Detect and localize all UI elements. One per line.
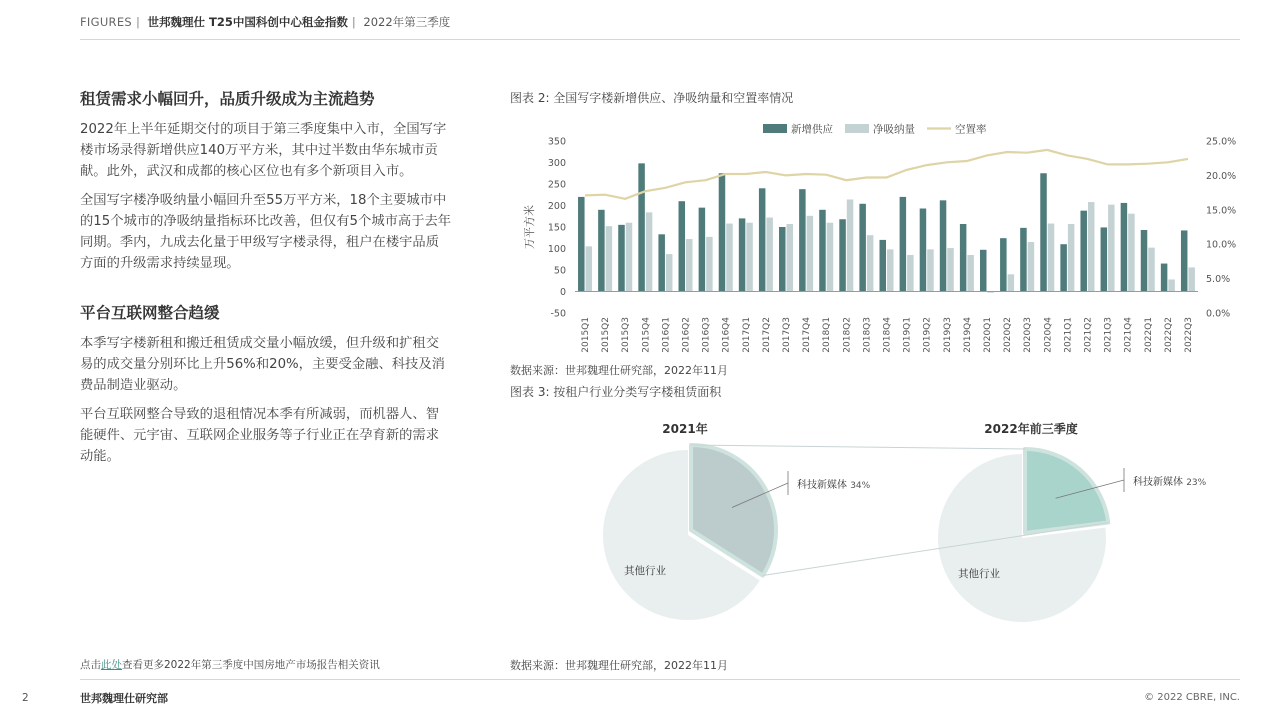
bar-supply xyxy=(819,210,826,292)
bar-absorption xyxy=(1148,248,1155,292)
legend-swatch xyxy=(845,124,869,133)
x-tick-label: 2018Q2 xyxy=(842,317,853,353)
bar-absorption xyxy=(746,223,753,292)
x-tick-label: 2020Q1 xyxy=(982,317,993,353)
pie-slice-tech xyxy=(1025,449,1108,533)
bar-absorption xyxy=(1108,205,1115,292)
x-tick-label: 2022Q2 xyxy=(1163,317,1174,353)
bar-supply xyxy=(1141,230,1148,291)
pie-label-other: 其他行业 xyxy=(624,565,666,577)
x-tick-label: 2018Q1 xyxy=(822,317,833,353)
x-tick-label: 2018Q4 xyxy=(882,317,893,353)
y-tick-label: 350 xyxy=(547,136,566,148)
header-report-title: 世邦魏理仕 T25中国科创中心租金指数 xyxy=(147,15,348,29)
x-tick-label: 2019Q1 xyxy=(902,317,913,353)
bar-absorption xyxy=(666,254,673,291)
legend-swatch xyxy=(763,124,787,133)
bar-absorption xyxy=(726,224,733,292)
bar-supply xyxy=(1000,238,1007,291)
pie-label-other: 其他行业 xyxy=(958,568,1000,580)
legend-label: 空置率 xyxy=(955,123,987,136)
bar-supply xyxy=(980,250,987,292)
bar-absorption xyxy=(1128,214,1135,292)
x-tick-label: 2020Q3 xyxy=(1023,317,1034,353)
x-tick-label: 2017Q1 xyxy=(741,317,752,353)
bar-supply xyxy=(578,197,585,292)
pie-label-tech: 科技新媒体 23% xyxy=(1133,477,1207,488)
y2-tick-label: 5.0% xyxy=(1206,274,1231,286)
footer-divider xyxy=(80,679,1240,680)
x-tick-label: 2015Q4 xyxy=(641,317,652,353)
bar-supply xyxy=(799,189,806,291)
bar-supply xyxy=(739,218,746,291)
bar-supply xyxy=(1101,227,1108,291)
y-tick-label: 50 xyxy=(553,265,566,277)
copyright: © 2022 CBRE, INC. xyxy=(1144,692,1240,703)
y2-tick-label: 25.0% xyxy=(1206,136,1237,148)
more-reports-prefix: 点击 xyxy=(80,659,101,671)
x-tick-label: 2017Q4 xyxy=(802,317,813,353)
figure2-title: 图表 2: 全国写字楼新增供应、净吸纳量和空置率情况 xyxy=(510,91,794,105)
section2-paragraph-1: 本季写字楼新租和搬迁租赁成交量小幅放缓，但升级和扩租交易的成交量分别环比上升56%和20%，主要受金融、科技及消费品制造业驱动。 xyxy=(80,336,445,393)
bar-supply xyxy=(1040,173,1047,291)
bar-absorption xyxy=(1008,274,1015,291)
x-tick-label: 2015Q3 xyxy=(621,317,632,353)
bar-absorption xyxy=(867,235,874,291)
supply-absorption-vacancy-chart xyxy=(505,115,1240,360)
bar-absorption xyxy=(686,239,693,291)
x-tick-label: 2016Q4 xyxy=(721,317,732,353)
bar-supply xyxy=(598,210,605,292)
y-tick-label: 200 xyxy=(547,201,566,212)
bar-absorption xyxy=(827,223,834,292)
x-tick-label: 2021Q4 xyxy=(1123,317,1134,353)
x-tick-label: 2016Q3 xyxy=(701,317,712,353)
y-axis-label: 万平方米 xyxy=(523,205,536,249)
section2-heading: 平台互联网整合趋缓 xyxy=(80,304,220,322)
y-tick-label: 300 xyxy=(547,158,566,169)
more-reports-note xyxy=(80,657,380,672)
bar-absorption xyxy=(1028,242,1035,291)
bar-supply xyxy=(699,208,706,292)
section1-paragraph-1: 2022年上半年延期交付的项目于第三季度集中入市，全国写字楼市场录得新增供应140万平方米，其中过半数由华东城市贡献。此外，武汉和成都的核心区位也有多个新项目入市。 xyxy=(80,122,447,179)
figure3-title: 图表 3: 按租户行业分类写字楼租赁面积 xyxy=(510,385,722,399)
bar-supply xyxy=(658,234,665,291)
x-tick-label: 2019Q4 xyxy=(962,317,973,353)
bar-supply xyxy=(1161,264,1168,292)
bar-supply xyxy=(1080,211,1087,292)
bar-supply xyxy=(779,227,786,292)
body-text-column xyxy=(80,88,452,475)
bar-absorption xyxy=(847,199,854,291)
bar-supply xyxy=(618,225,625,292)
x-tick-label: 2020Q4 xyxy=(1043,317,1054,353)
bar-absorption xyxy=(606,226,613,291)
bar-absorption xyxy=(766,218,773,292)
x-tick-label: 2017Q2 xyxy=(761,317,772,353)
bar-absorption xyxy=(947,248,954,291)
pie-title: 2022年前三季度 xyxy=(984,422,1078,436)
bar-absorption xyxy=(1168,279,1175,291)
bar-supply xyxy=(1181,230,1188,291)
pie-label-percent: 23% xyxy=(1186,478,1207,488)
x-tick-label: 2021Q2 xyxy=(1083,317,1094,353)
bar-supply xyxy=(859,204,866,292)
legend-label: 新增供应 xyxy=(791,123,833,136)
page-number: 2 xyxy=(22,692,29,704)
bar-absorption xyxy=(927,249,934,291)
y2-tick-label: 0.0% xyxy=(1206,308,1231,320)
section2-paragraph-2: 平台互联网整合导致的退租情况本季有所减弱，而机器人、智能硬件、元宇宙、互联网企业服务等子行业正在孕育新的需求动能。 xyxy=(80,407,440,464)
y-tick-label: 150 xyxy=(547,222,566,234)
vacancy-rate-line xyxy=(585,150,1188,199)
pie-title: 2021年 xyxy=(662,422,708,436)
y-tick-label: -50 xyxy=(550,308,566,320)
y-tick-label: 250 xyxy=(547,179,566,191)
bar-supply xyxy=(1121,203,1128,292)
bar-absorption xyxy=(706,237,713,292)
bar-absorption xyxy=(967,255,974,292)
x-tick-label: 2021Q3 xyxy=(1103,317,1114,353)
bar-supply xyxy=(960,224,967,292)
x-tick-label: 2020Q2 xyxy=(1003,317,1014,353)
x-tick-label: 2018Q3 xyxy=(862,317,873,353)
bar-absorption xyxy=(807,216,814,292)
bar-supply xyxy=(1020,228,1027,292)
x-tick-label: 2016Q1 xyxy=(661,317,672,353)
x-tick-label: 2021Q1 xyxy=(1063,317,1074,353)
bar-absorption xyxy=(1088,202,1095,291)
y-tick-label: 100 xyxy=(547,244,566,255)
header-period: 2022年第三季度 xyxy=(363,15,451,29)
x-tick-label: 2019Q3 xyxy=(942,317,953,353)
bar-supply xyxy=(900,197,907,292)
bar-absorption xyxy=(907,255,914,292)
bar-supply xyxy=(920,209,927,292)
bar-absorption xyxy=(1068,224,1075,292)
footer-department: 世邦魏理仕研究部 xyxy=(80,692,168,705)
section1-heading: 租赁需求小幅回升，品质升级成为主流趋势 xyxy=(80,90,375,108)
bar-absorption xyxy=(1188,267,1195,291)
x-tick-label: 2015Q2 xyxy=(601,317,612,353)
more-reports-link[interactable]: 此处 xyxy=(101,659,122,671)
header-divider xyxy=(80,39,1240,40)
bar-absorption xyxy=(1048,224,1055,292)
pie-label-tech: 科技新媒体 34% xyxy=(797,480,871,491)
more-reports-suffix: 查看更多2022年第三季度中国房地产市场报告相关资讯 xyxy=(122,659,380,671)
y2-tick-label: 20.0% xyxy=(1206,170,1237,182)
x-tick-label: 2016Q2 xyxy=(681,317,692,353)
page-header: FIGURES | 世邦魏理仕 T25中国科创中心租金指数 | 2022年第三季度 xyxy=(80,15,451,29)
bar-supply xyxy=(638,163,645,291)
bar-supply xyxy=(719,173,726,291)
bar-absorption xyxy=(586,246,593,291)
y2-tick-label: 15.0% xyxy=(1206,205,1237,217)
y2-tick-label: 10.0% xyxy=(1206,239,1237,251)
legend-label: 净吸纳量 xyxy=(873,123,915,136)
y-tick-label: 0 xyxy=(559,287,566,298)
pie-label-percent: 34% xyxy=(850,481,871,491)
x-tick-label: 2022Q3 xyxy=(1183,317,1194,353)
x-tick-label: 2022Q1 xyxy=(1143,317,1154,353)
x-tick-label: 2019Q2 xyxy=(922,317,933,353)
x-tick-label: 2017Q3 xyxy=(782,317,793,353)
bar-supply xyxy=(940,200,947,291)
figure3-source: 数据来源：世邦魏理仕研究部，2022年11月 xyxy=(510,659,728,672)
tenant-industry-pies xyxy=(560,410,1240,640)
section1-paragraph-2: 全国写字楼净吸纳量小幅回升至55万平方米，18个主要城市中的15个城市的净吸纳量指标环比改善，但仅有5个城市高于去年同期。季内，九成去化量于甲级写字楼录得，租户在楼宇品质方面的升级需求持续显现。 xyxy=(80,193,452,271)
bar-supply xyxy=(880,240,887,292)
pie-connector-top xyxy=(691,445,1025,449)
x-tick-label: 2015Q1 xyxy=(581,317,592,353)
bar-absorption xyxy=(887,249,894,291)
bar-absorption xyxy=(787,224,794,292)
bar-absorption xyxy=(646,212,653,291)
header-figures-label: FIGURES xyxy=(80,15,132,29)
bar-supply xyxy=(839,219,846,291)
bar-supply xyxy=(679,201,686,291)
figure2-source: 数据来源：世邦魏理仕研究部，2022年11月 xyxy=(510,364,728,377)
bar-absorption xyxy=(626,223,633,292)
bar-supply xyxy=(759,188,766,291)
bar-supply xyxy=(1060,244,1067,291)
